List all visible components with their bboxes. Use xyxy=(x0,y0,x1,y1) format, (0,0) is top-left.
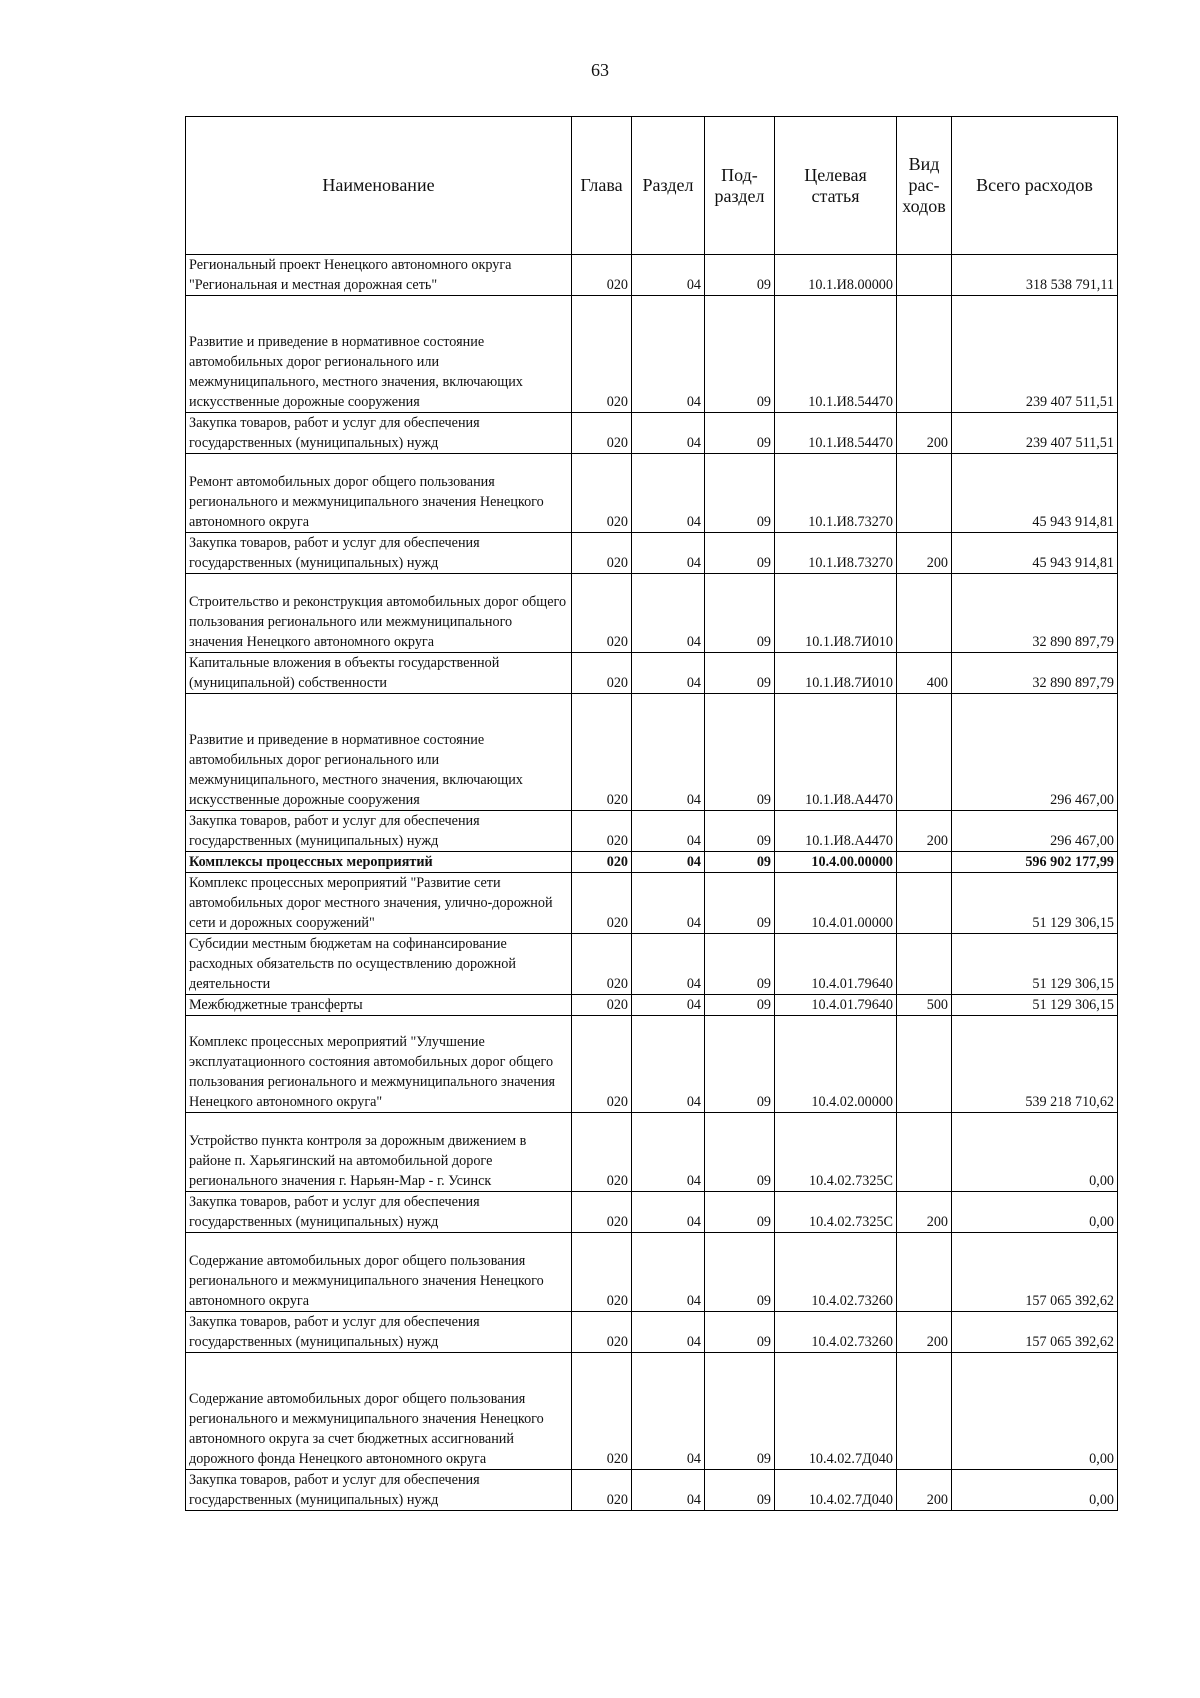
row-vid: 200 xyxy=(897,811,952,852)
row-glava: 020 xyxy=(572,255,632,296)
row-podrazdel: 09 xyxy=(705,454,775,533)
row-statya: 10.4.02.00000 xyxy=(775,1016,897,1113)
row-vid xyxy=(897,1016,952,1113)
row-name: Межбюджетные трансферты xyxy=(186,995,572,1016)
row-name: Субсидии местным бюджетам на софинансирование расходных обязательств по осуществлению дорожной деятельности xyxy=(186,934,572,995)
row-razdel: 04 xyxy=(632,296,705,413)
header-name: Наименование xyxy=(186,117,572,255)
row-name: Капитальные вложения в объекты государственной (муниципальной) собственности xyxy=(186,653,572,694)
row-statya: 10.4.02.7Д040 xyxy=(775,1470,897,1511)
row-podrazdel: 09 xyxy=(705,1192,775,1233)
row-razdel: 04 xyxy=(632,694,705,811)
row-name: Закупка товаров, работ и услуг для обеспечения государственных (муниципальных) нужд xyxy=(186,1312,572,1353)
table-row xyxy=(186,694,1118,811)
row-vid xyxy=(897,296,952,413)
row-statya: 10.4.00.00000 xyxy=(775,852,897,873)
row-vid: 200 xyxy=(897,1470,952,1511)
row-total: 51 129 306,15 xyxy=(952,995,1118,1016)
page-number: 63 xyxy=(591,60,609,80)
row-podrazdel: 09 xyxy=(705,1016,775,1113)
row-glava: 020 xyxy=(572,533,632,574)
row-name: Закупка товаров, работ и услуг для обеспечения государственных (муниципальных) нужд xyxy=(186,533,572,574)
row-glava: 020 xyxy=(572,1192,632,1233)
table-row xyxy=(186,1192,1118,1233)
row-vid: 200 xyxy=(897,1192,952,1233)
row-podrazdel: 09 xyxy=(705,1113,775,1192)
row-glava: 020 xyxy=(572,454,632,533)
row-total: 157 065 392,62 xyxy=(952,1233,1118,1312)
table-row xyxy=(186,653,1118,694)
row-vid: 200 xyxy=(897,413,952,454)
row-razdel: 04 xyxy=(632,255,705,296)
row-name: Региональный проект Ненецкого автономного округа "Региональная и местная дорожная сеть" xyxy=(186,255,572,296)
row-podrazdel: 09 xyxy=(705,934,775,995)
row-podrazdel: 09 xyxy=(705,255,775,296)
row-glava: 020 xyxy=(572,1113,632,1192)
row-vid xyxy=(897,255,952,296)
row-glava: 020 xyxy=(572,1312,632,1353)
row-vid xyxy=(897,852,952,873)
row-statya: 10.4.02.7325С xyxy=(775,1113,897,1192)
header-razdel: Раздел xyxy=(632,117,705,255)
row-razdel: 04 xyxy=(632,852,705,873)
row-statya: 10.1.И8.73270 xyxy=(775,533,897,574)
row-name: Содержание автомобильных дорог общего пользования регионального и межмуниципального значения Ненецкого автономного округа за счет бюджетных ассигнований дорожного фонда Ненецкого автономного округа xyxy=(186,1353,572,1470)
row-statya: 10.4.02.73260 xyxy=(775,1233,897,1312)
row-podrazdel: 09 xyxy=(705,574,775,653)
row-total: 596 902 177,99 xyxy=(952,852,1118,873)
budget-table xyxy=(185,116,1118,1511)
row-vid xyxy=(897,454,952,533)
row-razdel: 04 xyxy=(632,1353,705,1470)
table-row xyxy=(186,454,1118,533)
row-total: 0,00 xyxy=(952,1353,1118,1470)
row-total: 0,00 xyxy=(952,1113,1118,1192)
row-vid: 500 xyxy=(897,995,952,1016)
table-row xyxy=(186,873,1118,934)
row-name: Устройство пункта контроля за дорожным движением в районе п. Харьягинский на автомобильной дороге регионального значения г. Нарьян-Мар - г. Усинск xyxy=(186,1113,572,1192)
row-glava: 020 xyxy=(572,873,632,934)
row-total: 157 065 392,62 xyxy=(952,1312,1118,1353)
row-total: 32 890 897,79 xyxy=(952,574,1118,653)
row-glava: 020 xyxy=(572,413,632,454)
row-total: 32 890 897,79 xyxy=(952,653,1118,694)
row-razdel: 04 xyxy=(632,873,705,934)
row-total: 539 218 710,62 xyxy=(952,1016,1118,1113)
table-row xyxy=(186,934,1118,995)
row-name: Комплекс процессных мероприятий "Развитие сети автомобильных дорог местного значения, улично-дорожной сети и дорожных сооружений" xyxy=(186,873,572,934)
row-statya: 10.1.И8.7И010 xyxy=(775,653,897,694)
row-glava: 020 xyxy=(572,934,632,995)
row-statya: 10.4.02.7325С xyxy=(775,1192,897,1233)
row-glava: 020 xyxy=(572,296,632,413)
row-vid: 400 xyxy=(897,653,952,694)
table-row xyxy=(186,1312,1118,1353)
row-razdel: 04 xyxy=(632,574,705,653)
row-statya: 10.4.02.73260 xyxy=(775,1312,897,1353)
row-razdel: 04 xyxy=(632,995,705,1016)
row-statya: 10.1.И8.00000 xyxy=(775,255,897,296)
row-statya: 10.1.И8.7И010 xyxy=(775,574,897,653)
row-name: Закупка товаров, работ и услуг для обеспечения государственных (муниципальных) нужд xyxy=(186,811,572,852)
row-vid xyxy=(897,873,952,934)
row-statya: 10.1.И8.73270 xyxy=(775,454,897,533)
row-glava: 020 xyxy=(572,1470,632,1511)
row-razdel: 04 xyxy=(632,1113,705,1192)
row-name: Закупка товаров, работ и услуг для обеспечения государственных (муниципальных) нужд xyxy=(186,1192,572,1233)
row-total: 45 943 914,81 xyxy=(952,533,1118,574)
row-total: 296 467,00 xyxy=(952,811,1118,852)
table-row xyxy=(186,995,1118,1016)
row-podrazdel: 09 xyxy=(705,811,775,852)
table-body xyxy=(186,255,1118,1511)
row-statya: 10.1.И8.54470 xyxy=(775,296,897,413)
table-row xyxy=(186,852,1118,873)
table-row xyxy=(186,574,1118,653)
row-razdel: 04 xyxy=(632,1016,705,1113)
table-row xyxy=(186,811,1118,852)
table-row xyxy=(186,1353,1118,1470)
header-glava: Глава xyxy=(572,117,632,255)
row-vid xyxy=(897,934,952,995)
table-row xyxy=(186,413,1118,454)
header-podrazdel: Под- раздел xyxy=(705,117,775,255)
table-row xyxy=(186,1016,1118,1113)
table-row xyxy=(186,255,1118,296)
row-glava: 020 xyxy=(572,811,632,852)
row-razdel: 04 xyxy=(632,653,705,694)
row-razdel: 04 xyxy=(632,1312,705,1353)
table-row xyxy=(186,533,1118,574)
row-vid xyxy=(897,694,952,811)
row-vid xyxy=(897,1113,952,1192)
row-glava: 020 xyxy=(572,574,632,653)
row-total: 51 129 306,15 xyxy=(952,934,1118,995)
row-razdel: 04 xyxy=(632,533,705,574)
row-vid xyxy=(897,1233,952,1312)
row-vid: 200 xyxy=(897,1312,952,1353)
row-name: Ремонт автомобильных дорог общего пользования регионального и межмуниципального значения Ненецкого автономного округа xyxy=(186,454,572,533)
row-razdel: 04 xyxy=(632,413,705,454)
row-statya: 10.1.И8.А4470 xyxy=(775,694,897,811)
row-podrazdel: 09 xyxy=(705,873,775,934)
row-podrazdel: 09 xyxy=(705,1470,775,1511)
table-row xyxy=(186,296,1118,413)
row-razdel: 04 xyxy=(632,811,705,852)
row-razdel: 04 xyxy=(632,1470,705,1511)
row-razdel: 04 xyxy=(632,1192,705,1233)
table-row xyxy=(186,1470,1118,1511)
row-name: Закупка товаров, работ и услуг для обеспечения государственных (муниципальных) нужд xyxy=(186,413,572,454)
row-podrazdel: 09 xyxy=(705,533,775,574)
row-glava: 020 xyxy=(572,694,632,811)
row-vid xyxy=(897,574,952,653)
row-statya: 10.1.И8.А4470 xyxy=(775,811,897,852)
table-row xyxy=(186,1113,1118,1192)
table-row xyxy=(186,1233,1118,1312)
row-glava: 020 xyxy=(572,653,632,694)
row-podrazdel: 09 xyxy=(705,296,775,413)
row-total: 0,00 xyxy=(952,1192,1118,1233)
row-podrazdel: 09 xyxy=(705,1233,775,1312)
row-razdel: 04 xyxy=(632,1233,705,1312)
row-total: 239 407 511,51 xyxy=(952,413,1118,454)
row-name: Комплекс процессных мероприятий "Улучшение эксплуатационного состояния автомобильных дорог общего пользования регионального и межмуниципального значения Ненецкого автономного округа" xyxy=(186,1016,572,1113)
row-total: 0,00 xyxy=(952,1470,1118,1511)
row-glava: 020 xyxy=(572,995,632,1016)
row-podrazdel: 09 xyxy=(705,653,775,694)
row-name: Содержание автомобильных дорог общего пользования регионального и межмуниципального значения Ненецкого автономного округа xyxy=(186,1233,572,1312)
row-name: Развитие и приведение в нормативное состояние автомобильных дорог регионального или межмуниципального, местного значения, включающих искусственные дорожные сооружения xyxy=(186,694,572,811)
row-glava: 020 xyxy=(572,1233,632,1312)
row-total: 51 129 306,15 xyxy=(952,873,1118,934)
row-total: 239 407 511,51 xyxy=(952,296,1118,413)
row-vid xyxy=(897,1353,952,1470)
row-podrazdel: 09 xyxy=(705,694,775,811)
header-total: Всего расходов xyxy=(952,117,1118,255)
row-total: 45 943 914,81 xyxy=(952,454,1118,533)
table-header-row xyxy=(186,117,1118,255)
header-statya: Целевая статья xyxy=(775,117,897,255)
row-glava: 020 xyxy=(572,852,632,873)
row-name: Строительство и реконструкция автомобильных дорог общего пользования регионального или межмуниципального значения Ненецкого автономного округа xyxy=(186,574,572,653)
row-name: Закупка товаров, работ и услуг для обеспечения государственных (муниципальных) нужд xyxy=(186,1470,572,1511)
row-name: Развитие и приведение в нормативное состояние автомобильных дорог регионального или межмуниципального, местного значения, включающих искусственные дорожные сооружения xyxy=(186,296,572,413)
row-statya: 10.1.И8.54470 xyxy=(775,413,897,454)
row-vid: 200 xyxy=(897,533,952,574)
header-vid: Вид рас- ходов xyxy=(897,117,952,255)
row-razdel: 04 xyxy=(632,934,705,995)
row-podrazdel: 09 xyxy=(705,1312,775,1353)
row-podrazdel: 09 xyxy=(705,852,775,873)
row-statya: 10.4.02.7Д040 xyxy=(775,1353,897,1470)
row-statya: 10.4.01.00000 xyxy=(775,873,897,934)
row-podrazdel: 09 xyxy=(705,413,775,454)
row-statya: 10.4.01.79640 xyxy=(775,995,897,1016)
row-statya: 10.4.01.79640 xyxy=(775,934,897,995)
row-glava: 020 xyxy=(572,1016,632,1113)
row-podrazdel: 09 xyxy=(705,1353,775,1470)
row-name: Комплексы процессных мероприятий xyxy=(186,852,572,873)
row-total: 296 467,00 xyxy=(952,694,1118,811)
row-razdel: 04 xyxy=(632,454,705,533)
row-glava: 020 xyxy=(572,1353,632,1470)
row-total: 318 538 791,11 xyxy=(952,255,1118,296)
row-podrazdel: 09 xyxy=(705,995,775,1016)
